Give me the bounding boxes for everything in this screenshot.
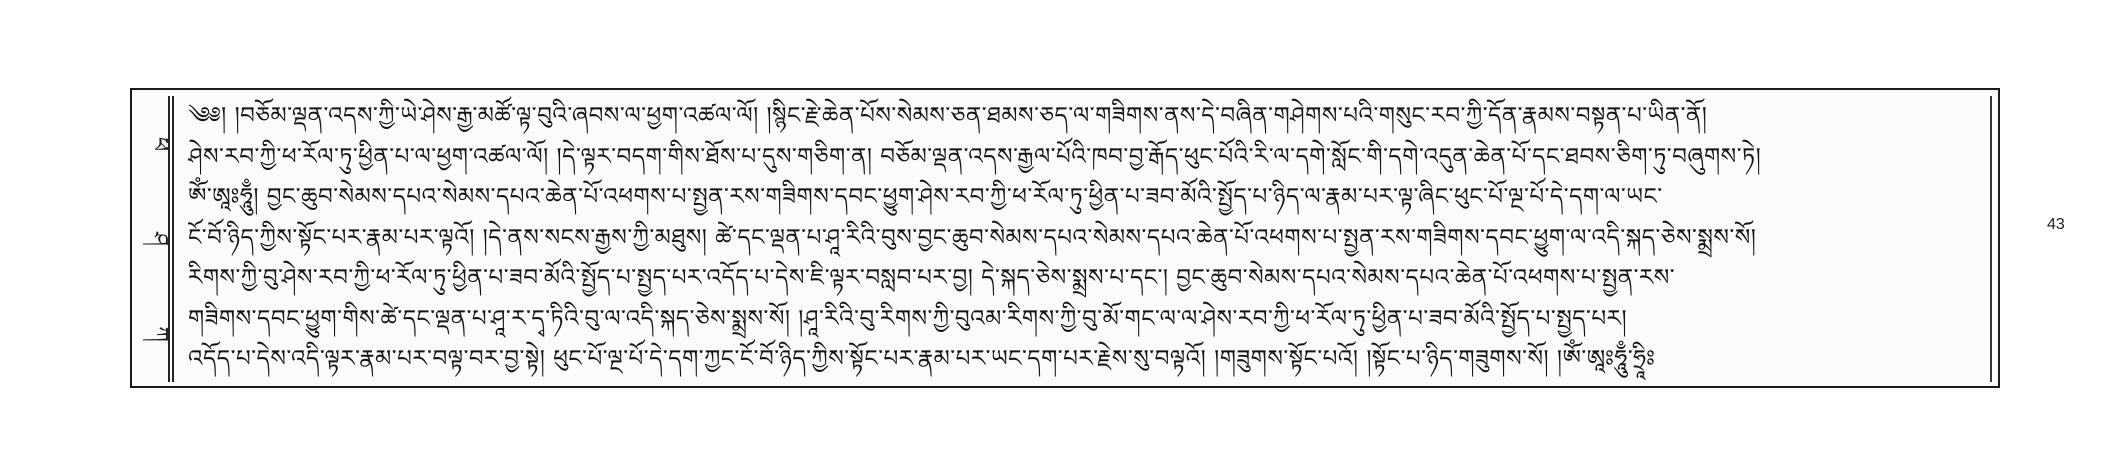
margin-mark: ཕ	[146, 136, 172, 151]
margin-mark: ཀ	[147, 326, 172, 343]
text-line: ༄༅། །བཅོམ་ལྡན་འདས་ཀྱི་ཡེ་ཤེས་རྒྱ་མཚོ་ལྟ་བུའི་ཞབས་ལ་ཕྱག་འཚལ་ལོ། །སྙིང་རྗེ་ཆེན་པོས་སེམས་ཅན་ཐམས་ཅད་ལ་གཟིགས་ནས་དེ་བཞིན་གཤེགས་པའི་གསུང་རབ་ཀྱི་དོན་རྣམས་བསྟན་པ་ཡིན་ནོ།	[188, 103, 1708, 129]
text-block	[188, 96, 1984, 380]
text-line: ཨོཾ་ཨཱཿཧཱུྃ། བྱང་ཆུབ་སེམས་དཔའ་སེམས་དཔའ་ཆེན་པོ་འཕགས་པ་སྤྱན་རས་གཟིགས་དབང་ཕྱུག་ཤེས་རབ་ཀྱི་ཕ་རོལ་ཏུ་ཕྱིན་པ་ཟབ་མོའི་སྤྱོད་པ་ཉིད་ལ་རྣམ་པར་ལྟ་ཞིང་ཕུང་པོ་ལྔ་པོ་དེ་དག་ལ་ཡང་	[188, 184, 1663, 210]
text-line: གཟིགས་དབང་ཕྱུག་གིས་ཚེ་དང་ལྡན་པ་ཤཱ་ར་དྭ་ཏིའི་བུ་ལ་འདི་སྐད་ཅེས་སྨྲས་སོ། །ཤཱ་རིའི་བུ་རིགས་ཀྱི་བུའམ་རིགས་ཀྱི་བུ་མོ་གང་ལ་ལ་ཤེས་རབ་ཀྱི་ཕ་རོལ་ཏུ་ཕྱིན་པ་ཟབ་མོའི་སྤྱོད་པ་སྤྱད་པར།	[188, 305, 1628, 332]
text-line: འདོད་པ་དེས་འདི་ལྟར་རྣམ་པར་བལྟ་བར་བྱ་སྟེ། ཕུང་པོ་ལྔ་པོ་དེ་དག་ཀྱང་ངོ་བོ་ཉིད་ཀྱིས་སྟོང་པར་རྣམ་པར་ཡང་དག་པར་རྗེས་སུ་བལྟའོ། །གཟུགས་སྟོང་པའོ། །སྟོང་པ་ཉིད་གཟུགས་སོ། །ཨོཾ་ཨཱཿཧཱུྃ་ཧྲཱིཿ	[188, 346, 1656, 372]
text-line: རིགས་ཀྱི་བུ་ཤེས་རབ་ཀྱི་ཕ་རོལ་ཏུ་ཕྱིན་པ་ཟབ་མོའི་སྤྱོད་པ་སྤྱད་པར་འདོད་པ་དེས་ཇི་ལྟར་བསླབ་པར་བྱ། དེ་སྐད་ཅེས་སྨྲས་པ་དང་། བྱང་ཆུབ་སེམས་དཔའ་སེམས་དཔའ་ཆེན་པོ་འཕགས་པ་སྤྱན་རས་	[188, 265, 1676, 291]
left-margin-marks	[140, 96, 170, 382]
text-line: ངོ་བོ་ཉིད་ཀྱིས་སྟོང་པར་རྣམ་པར་ལྟའོ། །དེ་ནས་སངས་རྒྱས་ཀྱི་མཐུས། ཚེ་དང་ལྡན་པ་ཤཱ་རིའི་བུས་བྱང་ཆུབ་སེམས་དཔའ་སེམས་དཔའ་ཆེན་པོ་འཕགས་པ་སྤྱན་རས་གཟིགས་དབང་ཕྱུག་ལ་འདི་སྐད་ཅེས་སྨྲས་སོ།	[188, 224, 1757, 251]
margin-mark: ཤ	[147, 232, 172, 246]
right-margin-rule	[1990, 96, 1992, 382]
page-number: 43	[2047, 216, 2065, 233]
inner-margin-rule	[172, 96, 174, 382]
manuscript-folio	[130, 88, 2000, 388]
text-line: ཤེས་རབ་ཀྱི་ཕ་རོལ་ཏུ་ཕྱིན་པ་ལ་ཕྱག་འཚལ་ལོ། །དེ་ལྟར་བདག་གིས་ཐོས་པ་དུས་གཅིག་ན། བཅོམ་ལྡན་འདས་རྒྱལ་པོའི་ཁབ་བྱ་རྒོད་ཕུང་པོའི་རི་ལ་དགེ་སློང་གི་དགེ་འདུན་ཆེན་པོ་དང་ཐབས་ཅིག་ཏུ་བཞུགས་ཏེ།	[188, 143, 1762, 170]
